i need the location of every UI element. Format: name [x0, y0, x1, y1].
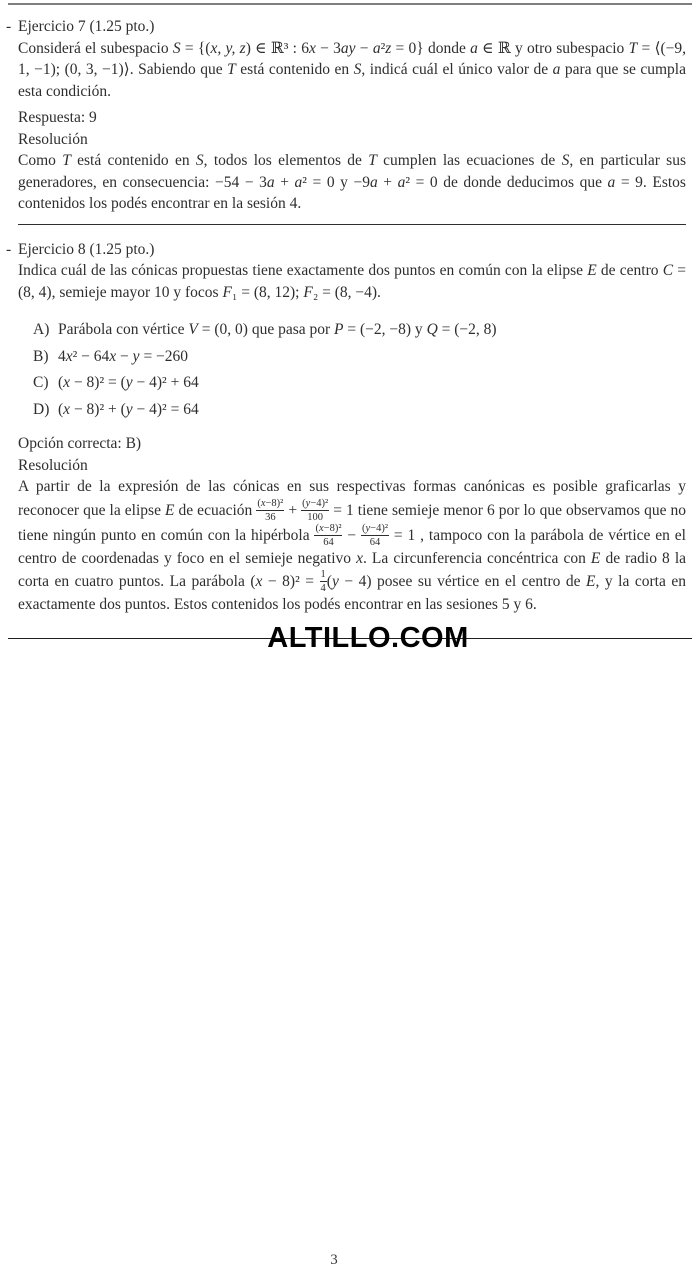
- exercise-8-title: Ejercicio 8 (1.25 pto.): [18, 240, 155, 258]
- exercise-7-answer: Respuesta: 9: [18, 109, 97, 126]
- watermark: ALTILLO.COM: [267, 621, 469, 654]
- watermark-band: [18, 620, 686, 656]
- option-d: [33, 399, 686, 421]
- exercise-8-answer: Opción correcta: B): [18, 435, 142, 452]
- exercise-8: [6, 239, 687, 616]
- exercise-8-resolution-label: Resolución: [18, 456, 88, 474]
- exercise-7-resolution: Como T está contenido en S, todos los elementos de T cumplen las ecuaciones de S, en particular sus generadores, en consecuencia: −54 − 3a + a² = 0 y −9a + a² = 0 de donde deducimos que a = 9. Estos contenidos los podés encontrar en la sesión 4.: [18, 152, 686, 212]
- option-d-label: D): [33, 400, 50, 418]
- option-b-text: 4x² − 64x − y = −260: [58, 347, 189, 365]
- option-a-text: Parábola con vértice V = (0, 0) que pasa por P = (−2, −8) y Q = (−2, 8): [58, 321, 497, 338]
- page-top-rule: [8, 3, 692, 5]
- option-a-label: A): [33, 321, 50, 338]
- exercise-7-resolution-label: Resolución: [18, 130, 88, 148]
- page-number: 3: [330, 1252, 338, 1268]
- exercise-7-title: Ejercicio 7 (1.25 pto.): [18, 18, 155, 35]
- section-divider: [18, 224, 686, 225]
- option-a: [33, 319, 686, 341]
- option-c-text: (x − 8)² = (y − 4)² + 64: [58, 374, 199, 391]
- list-dash-marker: -: [6, 240, 12, 258]
- options-list: [18, 319, 686, 420]
- option-d-text: (x − 8)² + (y − 4)² = 64: [58, 400, 199, 418]
- list-dash-marker: -: [6, 18, 12, 35]
- option-b-label: B): [33, 347, 49, 365]
- option-b: [33, 346, 686, 368]
- exercise-7-statement: Considerá el subespacio S = {(x, y, z) ∈ ℝ³ : 6x − 3ay − a²z = 0} donde a ∈ ℝ y otro subespacio T = ⟨(−9, 1, −1); (0, 3, −1)⟩. Sabiendo que T está contenido en S, indicá cuál el único valor de a para que se cumpla esta condición.: [18, 39, 687, 100]
- exercise-7: [6, 16, 687, 215]
- option-c: [33, 372, 686, 394]
- exercise-8-statement: Indica cuál de las cónicas propuestas tiene exactamente dos puntos en común con la elipse E de centro C = (8, 4), semieje mayor 10 y focos F₁ = (8, 12); F₂ = (8, −4).: [18, 262, 686, 301]
- exercise-8-resolution: A partir de la expresión de las cónicas en sus respectivas formas canónicas es posible graficarlas y reconocer que la elipse E de ecuación $\frac{\text{(x−8)²}}{36}$ + $\frac{\text{(y−4)²}}{100}$ = 1 tiene semieje menor 6 por lo que observamos que no tiene ningún punto en común con la hipérbola $\frac{\text{(x−8)²}}{64}$ − $\frac{\text{(y−4)²}}{64}$ = 1 , tampoco con la parábola de vértice en el centro de coordenadas y foco en el semieje negativo x. La circunferencia concéntrica con E de radio 8 la corta en cuatro puntos. La parábola (x − 8)² = $\frac{1}{4}$ (y − 4) posee su vértice en el centro de E, y la corta en exactamente dos puntos. Estos contenidos los podés encontrar en las sesiones 5 y 6.: [18, 478, 687, 614]
- option-c-label: C): [33, 374, 49, 391]
